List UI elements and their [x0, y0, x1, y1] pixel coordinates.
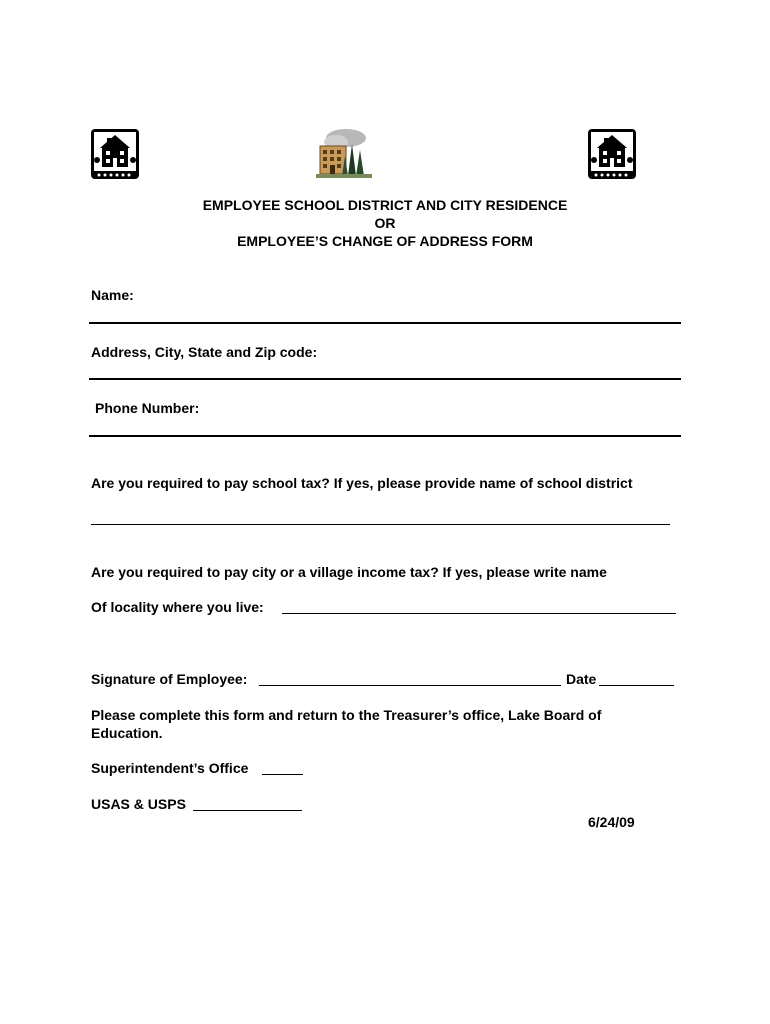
school-building-icon [312, 126, 376, 182]
date-label: Date [566, 671, 597, 687]
usas-usps-label: USAS & USPS [91, 796, 186, 812]
name-field[interactable] [89, 322, 681, 324]
instructions-line2: Education. [91, 725, 163, 741]
form-title-line3: EMPLOYEE’S CHANGE OF ADDRESS FORM [237, 233, 533, 249]
phone-field[interactable] [89, 435, 681, 437]
school-district-field[interactable] [91, 524, 670, 525]
house-icon [587, 128, 637, 180]
name-label: Name: [91, 287, 134, 303]
address-label: Address, City, State and Zip code: [91, 344, 318, 360]
form-title-line1: EMPLOYEE SCHOOL DISTRICT AND CITY RESIDENCE [202, 197, 568, 213]
house-icon [90, 128, 140, 180]
address-field[interactable] [89, 378, 681, 380]
locality-field[interactable] [282, 613, 676, 614]
signature-field[interactable] [259, 685, 561, 686]
revision-date: 6/24/09 [588, 814, 635, 830]
phone-label: Phone Number: [95, 400, 200, 416]
superintendent-office-label: Superintendent’s Office [91, 760, 249, 776]
school-tax-question: Are you required to pay school tax? If yes, please provide name of school district [91, 475, 633, 491]
instructions-line1: Please complete this form and return to the Treasurer’s office, Lake Board of [91, 707, 602, 723]
date-field[interactable] [599, 685, 674, 686]
city-tax-question: Are you required to pay city or a village income tax? If yes, please write name [91, 564, 607, 580]
locality-label: Of locality where you live: [91, 599, 264, 615]
superintendent-office-field[interactable] [262, 774, 303, 775]
usas-usps-field[interactable] [193, 810, 302, 811]
form-title-line2: OR [374, 215, 396, 231]
signature-label: Signature of Employee: [91, 671, 248, 687]
